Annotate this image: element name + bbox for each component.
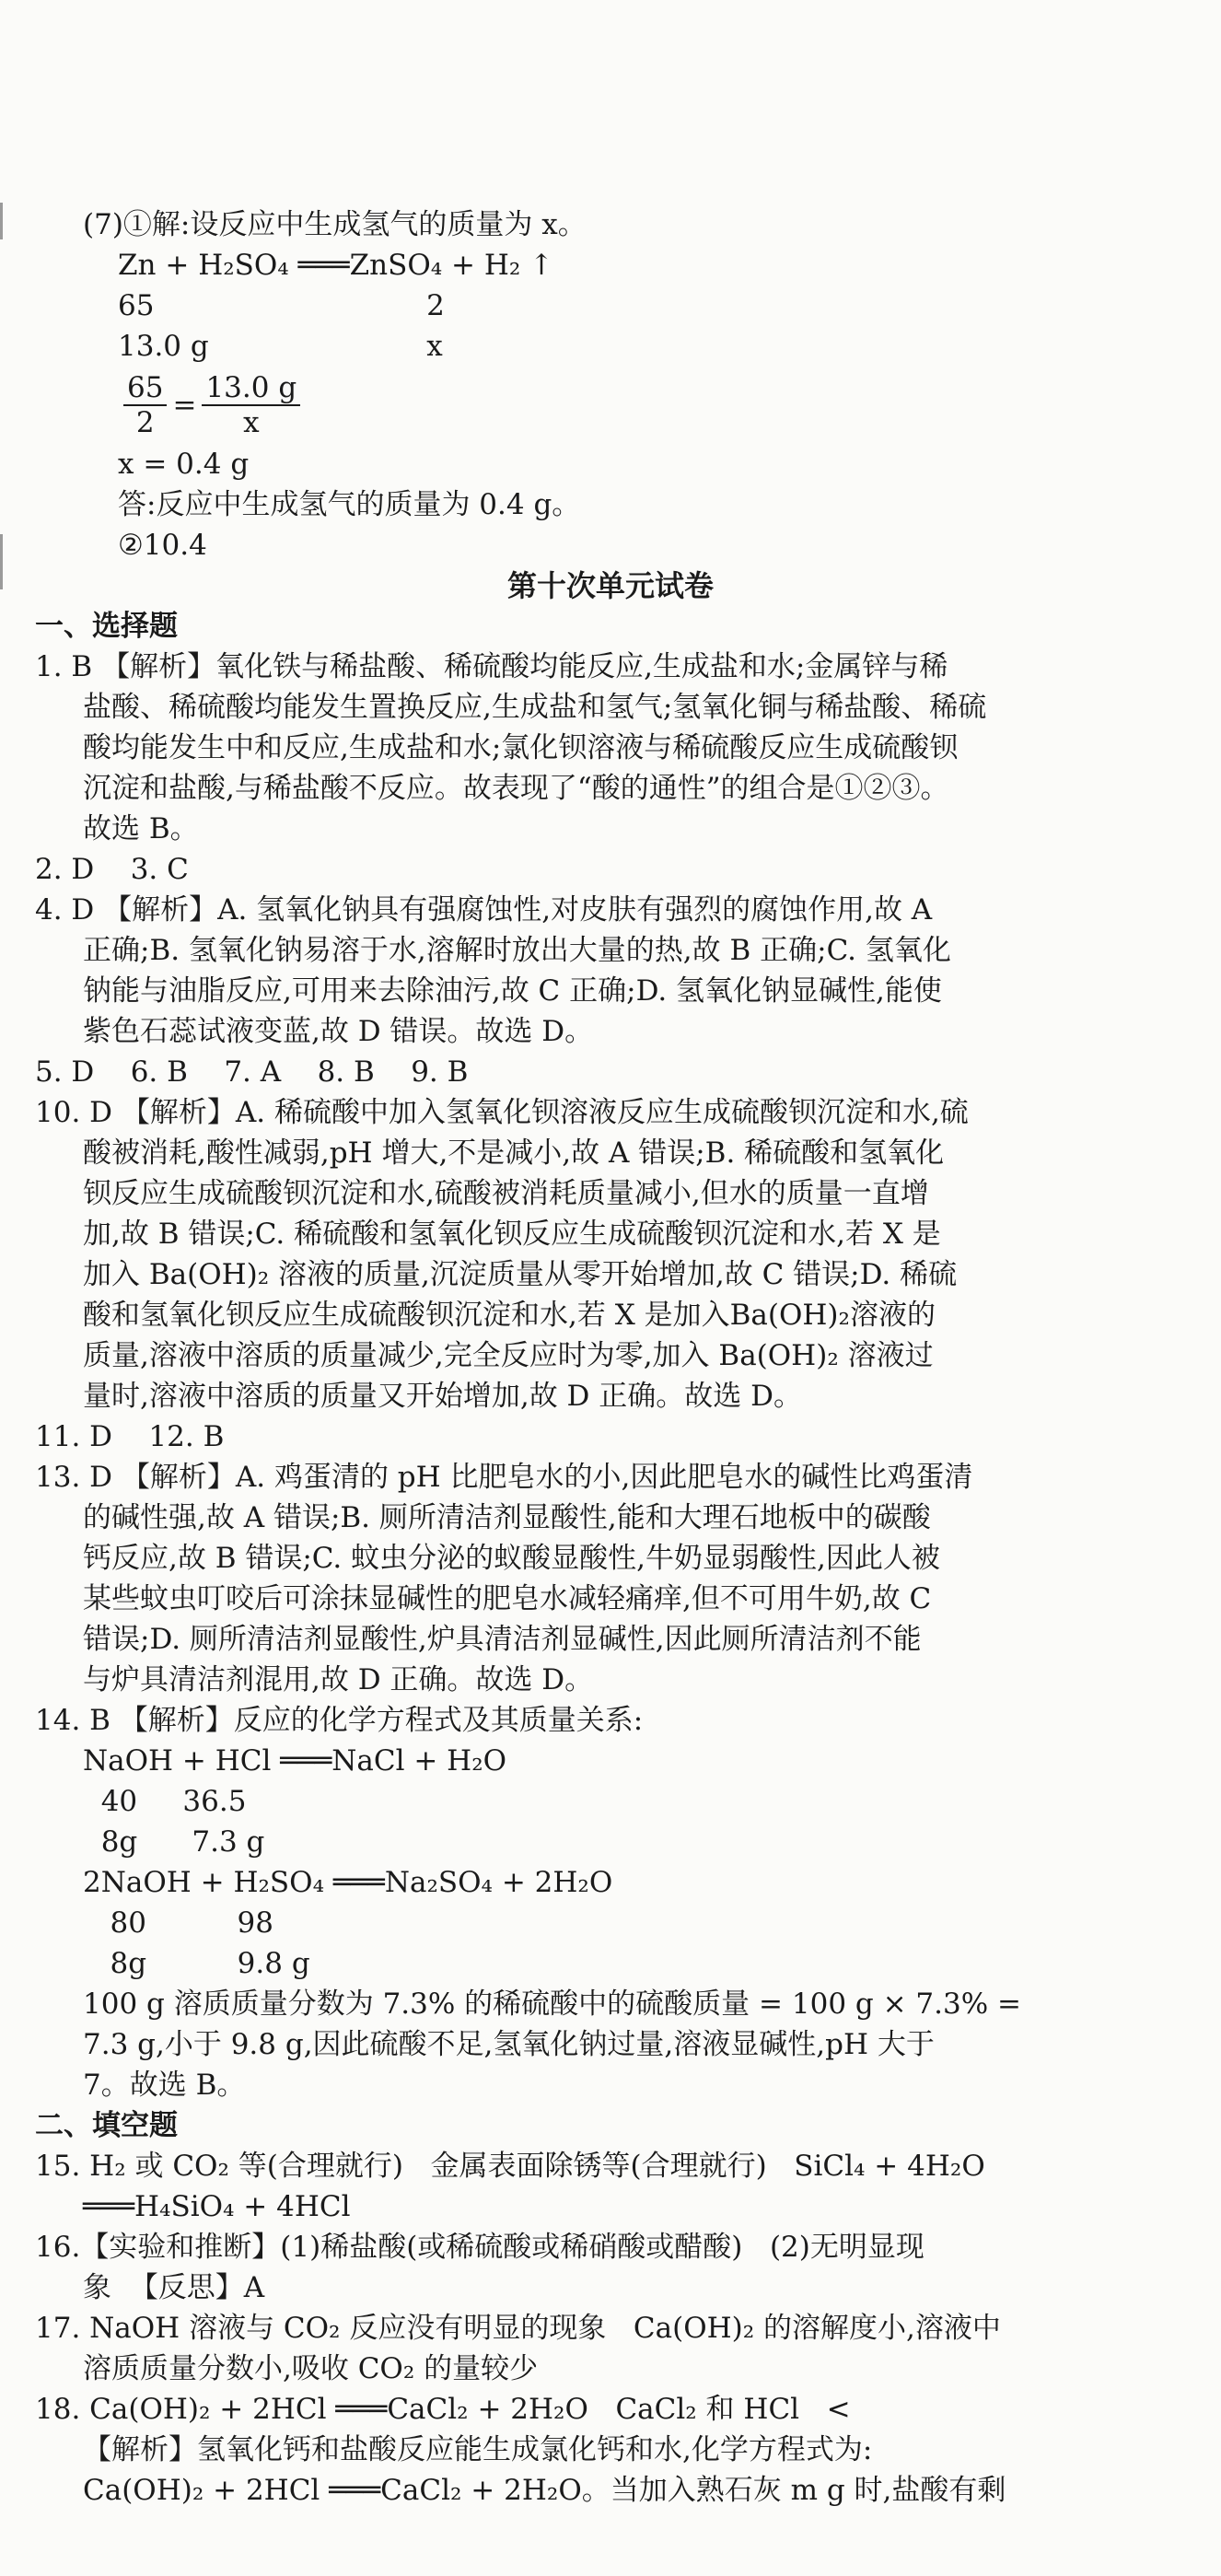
answer-line: 7。故选 B。 <box>83 2069 246 2102</box>
answer-line: 8g 7.3 g <box>83 1825 265 1859</box>
section-heading: 一、选择题 <box>35 610 178 643</box>
answer-line: 某些蚊虫叮咬后可涂抹显碱性的肥皂水减轻痛痒,但不可用牛奶,故 C <box>83 1582 932 1615</box>
answer-line: 钡反应生成硫酸钡沉淀和水,硫酸被消耗质量减小,但水的质量一直增 <box>83 1177 929 1210</box>
calc-row: 13.0 g x <box>118 330 443 363</box>
calc-equation: Zn + H₂SO₄ ═══ZnSO₄ + H₂ ↑ <box>118 249 554 282</box>
calc-part2: ②10.4 <box>118 529 207 562</box>
answer-content <box>35 204 1186 2511</box>
answer-line: 沉淀和盐酸,与稀盐酸不反应。故表现了“酸的通性”的组合是①②③。 <box>83 772 949 805</box>
fraction-denominator: 2 <box>135 406 155 439</box>
answer-line: 10. D 【解析】A. 稀硫酸中加入氢氧化钡溶液反应生成硫酸钡沉淀和水,硫 <box>35 1096 969 1129</box>
answer-line: 16.【实验和推断】(1)稀盐酸(或稀硫酸或稀硝酸或醋酸) (2)无明显现 <box>35 2231 924 2264</box>
answer-line: 质量,溶液中溶质的质量减少,完全反应时为零,加入 Ba(OH)₂ 溶液过 <box>83 1339 934 1372</box>
answer-line: 18. Ca(OH)₂ + 2HCl ═══CaCl₂ + 2H₂O CaCl₂ 和 HCl < <box>35 2393 851 2426</box>
answer-line: 的碱性强,故 A 错误;B. 厕所清洁剂显酸性,能和大理石地板中的碳酸 <box>83 1501 931 1534</box>
equals-sign: = <box>172 389 197 422</box>
answer-line: 100 g 溶质质量分数为 7.3% 的稀硫酸中的硫酸质量 = 100 g × 7.3% = <box>83 1987 1022 2021</box>
answer-line: 14. B 【解析】反应的化学方程式及其质量关系: <box>35 1704 644 1737</box>
fraction-numerator: 13.0 g <box>202 371 300 406</box>
answer-line: 象 【反思】A <box>83 2271 265 2304</box>
fraction-denominator: x <box>243 406 260 439</box>
answer-line: NaOH + HCl ═══NaCl + H₂O <box>83 1744 507 1778</box>
calc-result: x = 0.4 g <box>118 448 250 481</box>
answer-line: 加入 Ba(OH)₂ 溶液的质量,沉淀质量从零开始增加,故 C 错误;D. 稀硫 <box>83 1258 958 1291</box>
answer-line: 15. H₂ 或 CO₂ 等(合理就行) 金属表面除锈等(合理就行) SiCl₄ + 4H₂O <box>35 2150 985 2183</box>
fraction <box>202 371 300 439</box>
answer-line: ═══H₄SiO₄ + 4HCl <box>83 2190 351 2223</box>
answer-line: 溶质质量分数小,吸收 CO₂ 的量较少 <box>83 2352 539 2385</box>
answer-line: 80 98 <box>83 1906 273 1940</box>
answer-line: 钠能与油脂反应,可用来去除油污,故 C 正确;D. 氢氧化钠显碱性,能使 <box>83 974 942 1008</box>
answer-line: 5. D 6. B 7. A 8. B 9. B <box>35 1055 469 1089</box>
answer-line: 1. B 【解析】氧化铁与稀盐酸、稀硫酸均能反应,生成盐和水;金属锌与稀 <box>35 650 948 683</box>
answer-line: 40 36.5 <box>83 1785 247 1818</box>
answer-line: 4. D 【解析】A. 氢氧化钠具有强腐蚀性,对皮肤有强烈的腐蚀作用,故 A <box>35 893 933 927</box>
answer-line: 错误;D. 厕所清洁剂显酸性,炉具清洁剂显碱性,因此厕所清洁剂不能 <box>83 1623 922 1656</box>
answer-line: 11. D 12. B <box>35 1420 225 1453</box>
left-margin-mark <box>0 203 3 239</box>
answer-line: 酸和氢氧化钡反应生成硫酸钡沉淀和水,若 X 是加入Ba(OH)₂溶液的 <box>83 1299 936 1332</box>
answer-line: 正确;B. 氢氧化钠易溶于水,溶解时放出大量的热,故 B 正确;C. 氢氧化 <box>83 934 951 967</box>
answer-line: 【解析】氢氧化钙和盐酸反应能生成氯化钙和水,化学方程式为: <box>83 2433 873 2466</box>
answer-line: 7.3 g,小于 9.8 g,因此硫酸不足,氢氧化钠过量,溶液显碱性,pH 大于 <box>83 2028 935 2061</box>
answer-line: Ca(OH)₂ + 2HCl ═══CaCl₂ + 2H₂O。当加入熟石灰 m g 时,盐酸有剩 <box>83 2474 1006 2507</box>
answer-line: 加,故 B 错误;C. 稀硫酸和氢氧化钡反应生成硫酸钡沉淀和水,若 X 是 <box>83 1218 941 1251</box>
calc-answer: 答:反应中生成氢气的质量为 0.4 g。 <box>118 488 581 521</box>
answer-line: 酸被消耗,酸性减弱,pH 增大,不是减小,故 A 错误;B. 稀硫酸和氢氧化 <box>83 1136 945 1170</box>
calc-row: 65 2 <box>118 289 445 322</box>
answer-line: 与炉具清洁剂混用,故 D 正确。故选 D。 <box>83 1663 594 1696</box>
answer-line: 钙反应,故 B 错误;C. 蚊虫分泌的蚁酸显酸性,牛奶显弱酸性,因此人被 <box>83 1542 940 1575</box>
answer-line: 17. NaOH 溶液与 CO₂ 反应没有明显的现象 Ca(OH)₂ 的溶解度小,溶液中 <box>35 2312 1001 2345</box>
calc-intro: (7)①解:设反应中生成氢气的质量为 x。 <box>83 208 587 241</box>
fraction <box>123 371 167 439</box>
answer-line: 13. D 【解析】A. 鸡蛋清的 pH 比肥皂水的小,因此肥皂水的碱性比鸡蛋清 <box>35 1461 973 1494</box>
answer-line: 盐酸、稀硫酸均能发生置换反应,生成盐和氢气;氢氧化铜与稀盐酸、稀硫 <box>83 691 987 724</box>
calc-proportion <box>35 367 1186 444</box>
fraction-numerator: 65 <box>123 371 167 406</box>
answer-line: 紫色石蕊试液变蓝,故 D 错误。故选 D。 <box>83 1015 594 1048</box>
page-title: 第十次单元试卷 <box>506 568 714 603</box>
section-heading: 二、填空题 <box>35 2109 178 2142</box>
answer-line: 故选 B。 <box>83 812 199 845</box>
answer-line: 酸均能发生中和反应,生成盐和水;氯化钡溶液与稀硫酸反应生成硫酸钡 <box>83 731 959 764</box>
answer-line: 8g 9.8 g <box>83 1947 310 1980</box>
answer-line: 2. D 3. C <box>35 853 189 886</box>
answer-line: 量时,溶液中溶质的质量又开始增加,故 D 正确。故选 D。 <box>83 1380 802 1413</box>
left-margin-mark <box>0 534 3 589</box>
answer-line: 2NaOH + H₂SO₄ ═══Na₂SO₄ + 2H₂O <box>83 1866 613 1899</box>
